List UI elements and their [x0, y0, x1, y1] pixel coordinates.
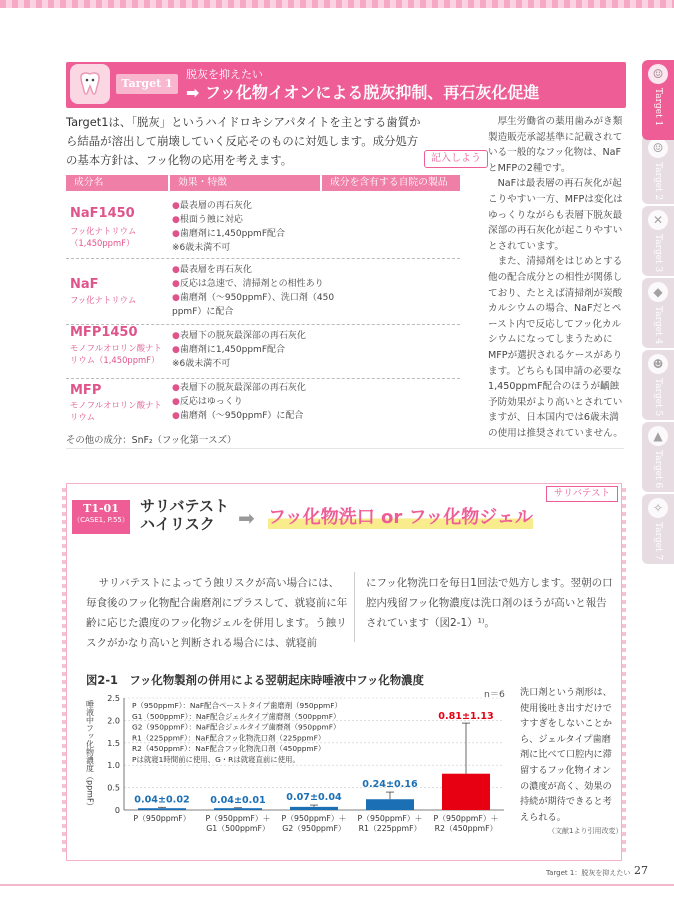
bottom-divider [0, 884, 674, 886]
header-title-text: フッ化物イオンによる脱灰抑制、再石灰化促進 [204, 83, 540, 102]
side-tab-label: Target 1 [653, 88, 663, 127]
side-tab-target-1[interactable] [642, 60, 674, 140]
bar [214, 808, 262, 810]
feature-item: ●表層下の脱灰最深部の再石灰化 [172, 331, 306, 341]
other-ingredients: その他の成分：SnF₂（フッ化第一スズ） [66, 435, 237, 446]
fluoride-bar-chart [84, 690, 514, 840]
side-tab-target-4[interactable] [642, 278, 674, 348]
tooth-icon: ☺ [648, 138, 668, 158]
divider [66, 448, 624, 449]
legend-line: R2（450ppmF）：NaF配合フッ化物洗口剤（450ppmF） [132, 744, 326, 754]
x-tick-label: R1（225ppmF） [358, 824, 422, 833]
row-features [172, 329, 352, 371]
side-tab-target-6[interactable] [642, 422, 674, 492]
side-tab-label: Target 3 [653, 234, 663, 273]
column-divider [354, 572, 355, 642]
side-tab-target-5[interactable] [642, 350, 674, 420]
intro-text: Target1は、「脱灰」というハイドロキシアパタイトを主とする歯質から結晶が溶出して崩壊していく反応そのものに対処します。成分処方の基本方針は、フッ化物の応用を考えます。 [66, 115, 421, 167]
row-sub: フッ化ナトリウム（1,450ppmF） [70, 226, 137, 248]
feature-item: ●最表層の再石灰化 [172, 201, 252, 211]
row-name: MFP1450 [70, 325, 138, 340]
running-footer: Target 1：脱灰を抑えたい [546, 869, 631, 877]
y-tick-label: 0 [114, 806, 120, 815]
table-row [66, 379, 460, 425]
side-tab-label: Target 2 [653, 162, 663, 201]
feature-note: ※6歳未満不可 [172, 243, 231, 253]
row-name: NaF1450 [70, 206, 135, 221]
right-column-paragraph-3: また、清掃剤をはじめとする他の配合成分との相性が関係しており、たとえば清掃剤が炭酸カルシウムの場合、NaFだとペースト内で反応してフッ化カルシウムになってしまうためにMFPが選択されるケースがあります。どちらも国申請の必要な1,450ppmF配合のほうが齲蝕予防効果がより高いとされていますが、日本国内では6歳未満の使用は推奨されていません。 [488, 256, 623, 439]
feature-item: ●歯磨剤（〜950ppmF）に配合 [172, 411, 304, 421]
row-name: NaF [70, 277, 99, 292]
y-tick-label: 2.5 [107, 694, 120, 703]
x-tick-label: R2（450ppmF） [434, 824, 498, 833]
x-tick-label: P（950ppmF）＋ [433, 814, 499, 823]
right-column-paragraph-2: NaFは最表層の再石灰化が起こりやすい一方、MFPは変化はゆっくりながらも表層下脱灰最深部の再石灰化が起こりやすいとされています。 [488, 178, 623, 252]
side-tab-target-3[interactable] [642, 206, 674, 276]
y-tick-label: 1.5 [107, 738, 120, 748]
side-tab-target-2[interactable] [642, 134, 674, 204]
x-tick-label: G2（950ppmF） [282, 824, 346, 833]
case-id-block [72, 500, 130, 534]
feature-item: ●歯磨剤（〜950ppmF）、洗口剤（450 ppmF）に配合 [172, 293, 335, 317]
table-row [66, 193, 460, 259]
table-header-products: 成分を含有する自院の製品 [322, 175, 460, 191]
data-label: 0.07±0.04 [286, 792, 342, 804]
row-features [172, 199, 352, 255]
y-tick-label: 2.0 [107, 716, 120, 726]
tooth-icon: ✧ [648, 498, 668, 518]
case-body-right: にフッ化物洗口を毎日1回法で処方します。翌朝の口腔内残留フッ化物濃度は洗口剤のほうが高いと報告されています（図2-1）¹⁾。 [366, 577, 613, 629]
table-row [66, 259, 460, 325]
feature-item: ●最表層を再石灰化 [172, 265, 252, 275]
page-number: 27 [634, 864, 648, 877]
case-title-line-2: ハイリスク [140, 515, 215, 533]
figure-title: 図2-1 フッ化物製剤の併用による翌朝起床時唾液中フッ化物濃度 [86, 673, 424, 687]
tooth-icon: ☺ [648, 64, 668, 84]
tooth-icon: ◆ [648, 282, 668, 302]
row-sub: モノフルオロリン酸ナトリウム（1,450ppmF） [70, 343, 162, 365]
bar [290, 807, 338, 810]
legend-line: P（950ppmF）：NaF配合ペーストタイプ歯磨剤（950ppmF） [132, 701, 342, 710]
bar [442, 774, 490, 810]
case-body-left: サリバテストによってう蝕リスクが高い場合には、毎食後のフッ化物配合歯磨剤にプラスして、就寝前に年齢に応じた濃度のフッ化物ジェルを併用します。う蝕リスクがかなり高いと判断される場合には、就寝前 [86, 577, 348, 649]
figure-citation: （文献1より引用改変） [548, 827, 623, 835]
side-tab-target-7[interactable] [642, 494, 674, 564]
right-column-text [488, 114, 624, 441]
legend-line: R1（225ppmF）：NaF配合フッ化物洗口剤（225ppmF） [132, 733, 326, 743]
arrow-right-icon: ➡ [186, 83, 200, 102]
feature-item: ●歯磨剤に1,450ppmF配合 [172, 345, 285, 355]
side-tab-label: Target 5 [653, 378, 663, 417]
right-column-paragraph-1: 厚生労働省の薬用歯みがき類製造販売承認基準に記載されている一般的なフッ化物は、NaFとMFPの2種です。 [488, 116, 623, 174]
feature-item: ●反応は急速で、清掃剤との相性あり [172, 279, 324, 289]
case-id: T1-01 [83, 502, 119, 515]
table-header-name: 成分名 [66, 175, 168, 191]
x-tick-label: P（950ppmF）＋ [357, 814, 423, 823]
bar [138, 808, 186, 810]
header-title [186, 80, 539, 103]
row-sub: フッ化ナトリウム [70, 295, 137, 305]
x-tick-label: P（950ppmF）＋ [205, 814, 271, 823]
feature-item: ●根面う蝕に対応 [172, 215, 243, 225]
bar [366, 799, 414, 810]
tooth-icon: ▲ [648, 426, 668, 446]
table-row [66, 325, 460, 379]
tooth-icon: ✕ [648, 210, 668, 230]
legend-line: G2（950ppmF）：NaF配合ジェルタイプ歯磨剤（950ppmF） [132, 722, 341, 732]
note-badge: 記入しよう [424, 150, 488, 168]
header-subtitle: 脱灰を抑えたい [186, 68, 263, 81]
side-tab-label: Target 7 [653, 522, 663, 561]
y-axis-label: 唾液中フッ化物濃度（ppmF） [85, 700, 95, 811]
table-header-features: 効果・特徴 [170, 175, 320, 191]
tooth-icon: ☻ [648, 354, 668, 374]
figure-n-label: n＝6 [484, 689, 505, 700]
case-treatment: フッ化物洗口 or フッ化物ジェル [268, 503, 533, 529]
data-label: 0.04±0.01 [210, 794, 266, 806]
row-features [172, 381, 352, 423]
top-decorative-stripe [0, 0, 674, 8]
y-tick-label: 0.5 [107, 783, 120, 793]
side-tab-label: Target 4 [653, 306, 663, 345]
row-features [172, 263, 352, 319]
feature-note: ※6歳未満不可 [172, 359, 231, 369]
figure-side-note: 洗口剤という剤形は、使用後吐き出すだけですすぎをしないことから、ジェルタイプ歯磨剤に比べて口腔内に滞留するフッ化物イオンの濃度が高く、効果の持続が期待できると考えられる。 [520, 687, 612, 823]
tooth-mascot-icon [70, 64, 110, 104]
x-tick-label: P（950ppmF）＋ [281, 814, 347, 823]
card-stripe-right [622, 488, 626, 856]
side-tab-label: Target 6 [653, 450, 663, 489]
case-title-line-1: サリバテスト [140, 497, 229, 515]
legend-line: Pは就寝1時間前に使用、G・Rは就寝直前に使用。 [132, 755, 300, 764]
data-label: 0.04±0.02 [134, 794, 190, 806]
arrow-right-icon: ➡ [238, 506, 255, 530]
feature-item: ●歯磨剤に1,450ppmF配合 [172, 229, 285, 239]
case-badge: サリバテスト [546, 486, 618, 502]
feature-item: ●表層下の脱灰最深部の再石灰化 [172, 383, 306, 393]
case-title [140, 497, 229, 533]
data-label: 0.81±1.13 [438, 711, 494, 723]
x-tick-label: P（950ppmF） [133, 814, 191, 823]
row-name: MFP [70, 383, 102, 398]
x-tick-label: G1（500ppmF） [206, 824, 270, 833]
case-ref: （CASE1, P.55） [73, 516, 129, 524]
data-label: 0.24±0.16 [362, 779, 418, 791]
y-tick-label: 1.0 [107, 761, 120, 771]
row-sub: モノフルオロリン酸ナトリウム [70, 400, 162, 422]
feature-item: ●反応はゆっくり [172, 397, 243, 407]
target-label: Target 1 [116, 74, 178, 94]
legend-line: G1（500ppmF）：NaF配合ジェルタイプ歯磨剤（500ppmF） [132, 711, 341, 721]
